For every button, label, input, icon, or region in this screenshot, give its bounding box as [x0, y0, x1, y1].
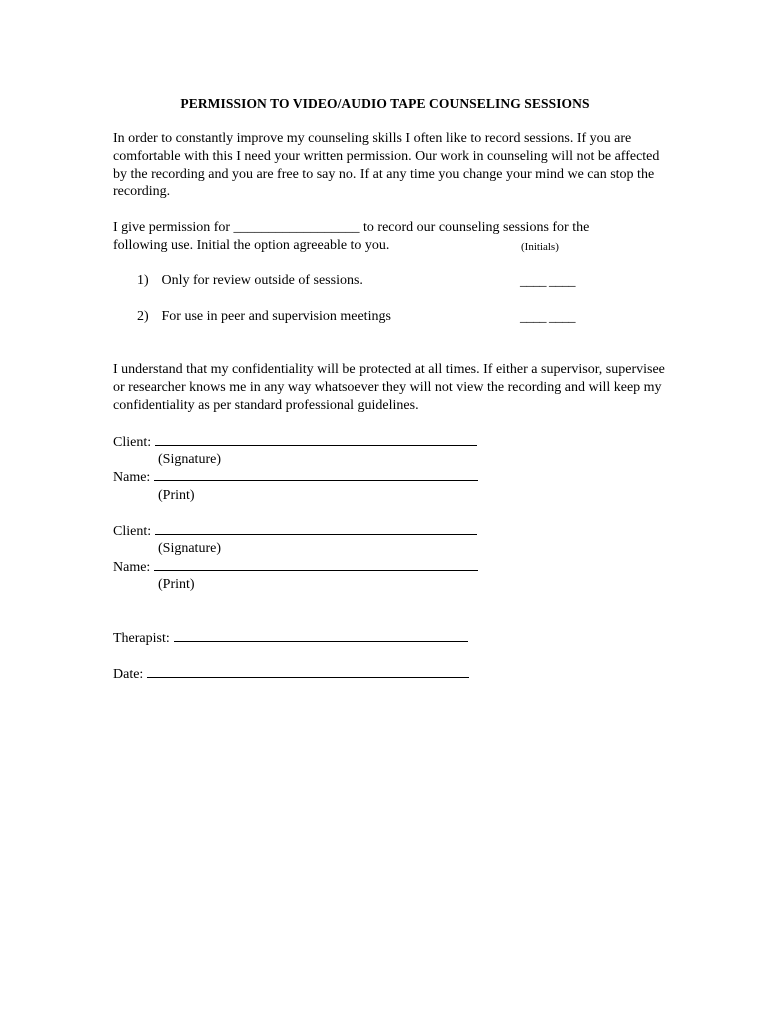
- client-signature-line-1[interactable]: [113, 433, 477, 452]
- signature-note: (Signature): [158, 452, 221, 467]
- name-underline[interactable]: [154, 558, 478, 571]
- option-2: [137, 308, 391, 326]
- therapist-line[interactable]: [113, 629, 468, 648]
- client-name-line-1[interactable]: [113, 468, 478, 487]
- print-note: (Print): [158, 488, 195, 503]
- signature-underline[interactable]: [155, 433, 477, 446]
- date-line[interactable]: [113, 665, 469, 684]
- signature-note: (Signature): [158, 541, 221, 556]
- client-signature-line-2[interactable]: [113, 522, 477, 541]
- name-label: Name:: [113, 470, 151, 485]
- name-underline[interactable]: [154, 468, 478, 481]
- option-text: Only for review outside of sessions.: [161, 273, 363, 288]
- document-title: PERMISSION TO VIDEO/AUDIO TAPE COUNSELING SESSIONS: [180, 96, 590, 111]
- client-label: Client:: [113, 435, 152, 450]
- option-1-initials-blank[interactable]: ____ ____: [520, 274, 575, 289]
- name-label: Name:: [113, 560, 151, 575]
- therapist-label: Therapist:: [113, 631, 170, 646]
- permission-instruction: following use. Initial the option agreeable to you.: [113, 238, 390, 253]
- intro-paragraph: In order to constantly improve my counseling skills I often like to record sessions. If you are comfortable with this I need your written permission. Our work in counseling will not be affected by the recording and you are free to say no. If at any time you change your mind we can stop the recording.: [113, 131, 660, 200]
- permission-line: I give permission for __________________ to record our counseling sessions for the: [113, 220, 590, 235]
- confidentiality-paragraph: I understand that my confidentiality will be protected at all times. If either a supervisor, supervisee or researcher knows me in any way whatsoever they will not view the recording and will keep my confidentiality as per standard professional guidelines.: [113, 362, 665, 413]
- client-label: Client:: [113, 524, 152, 539]
- option-number: 2): [137, 309, 149, 324]
- initials-header: (Initials): [521, 241, 559, 253]
- date-label: Date:: [113, 667, 144, 682]
- date-underline[interactable]: [147, 665, 469, 678]
- print-note: (Print): [158, 577, 195, 592]
- signature-underline[interactable]: [155, 522, 477, 535]
- option-number: 1): [137, 273, 149, 288]
- option-2-initials-blank[interactable]: ____ ____: [520, 310, 575, 325]
- option-text: For use in peer and supervision meetings: [161, 309, 391, 324]
- option-1: [137, 272, 363, 290]
- therapist-underline[interactable]: [174, 629, 468, 642]
- client-name-line-2[interactable]: [113, 558, 478, 577]
